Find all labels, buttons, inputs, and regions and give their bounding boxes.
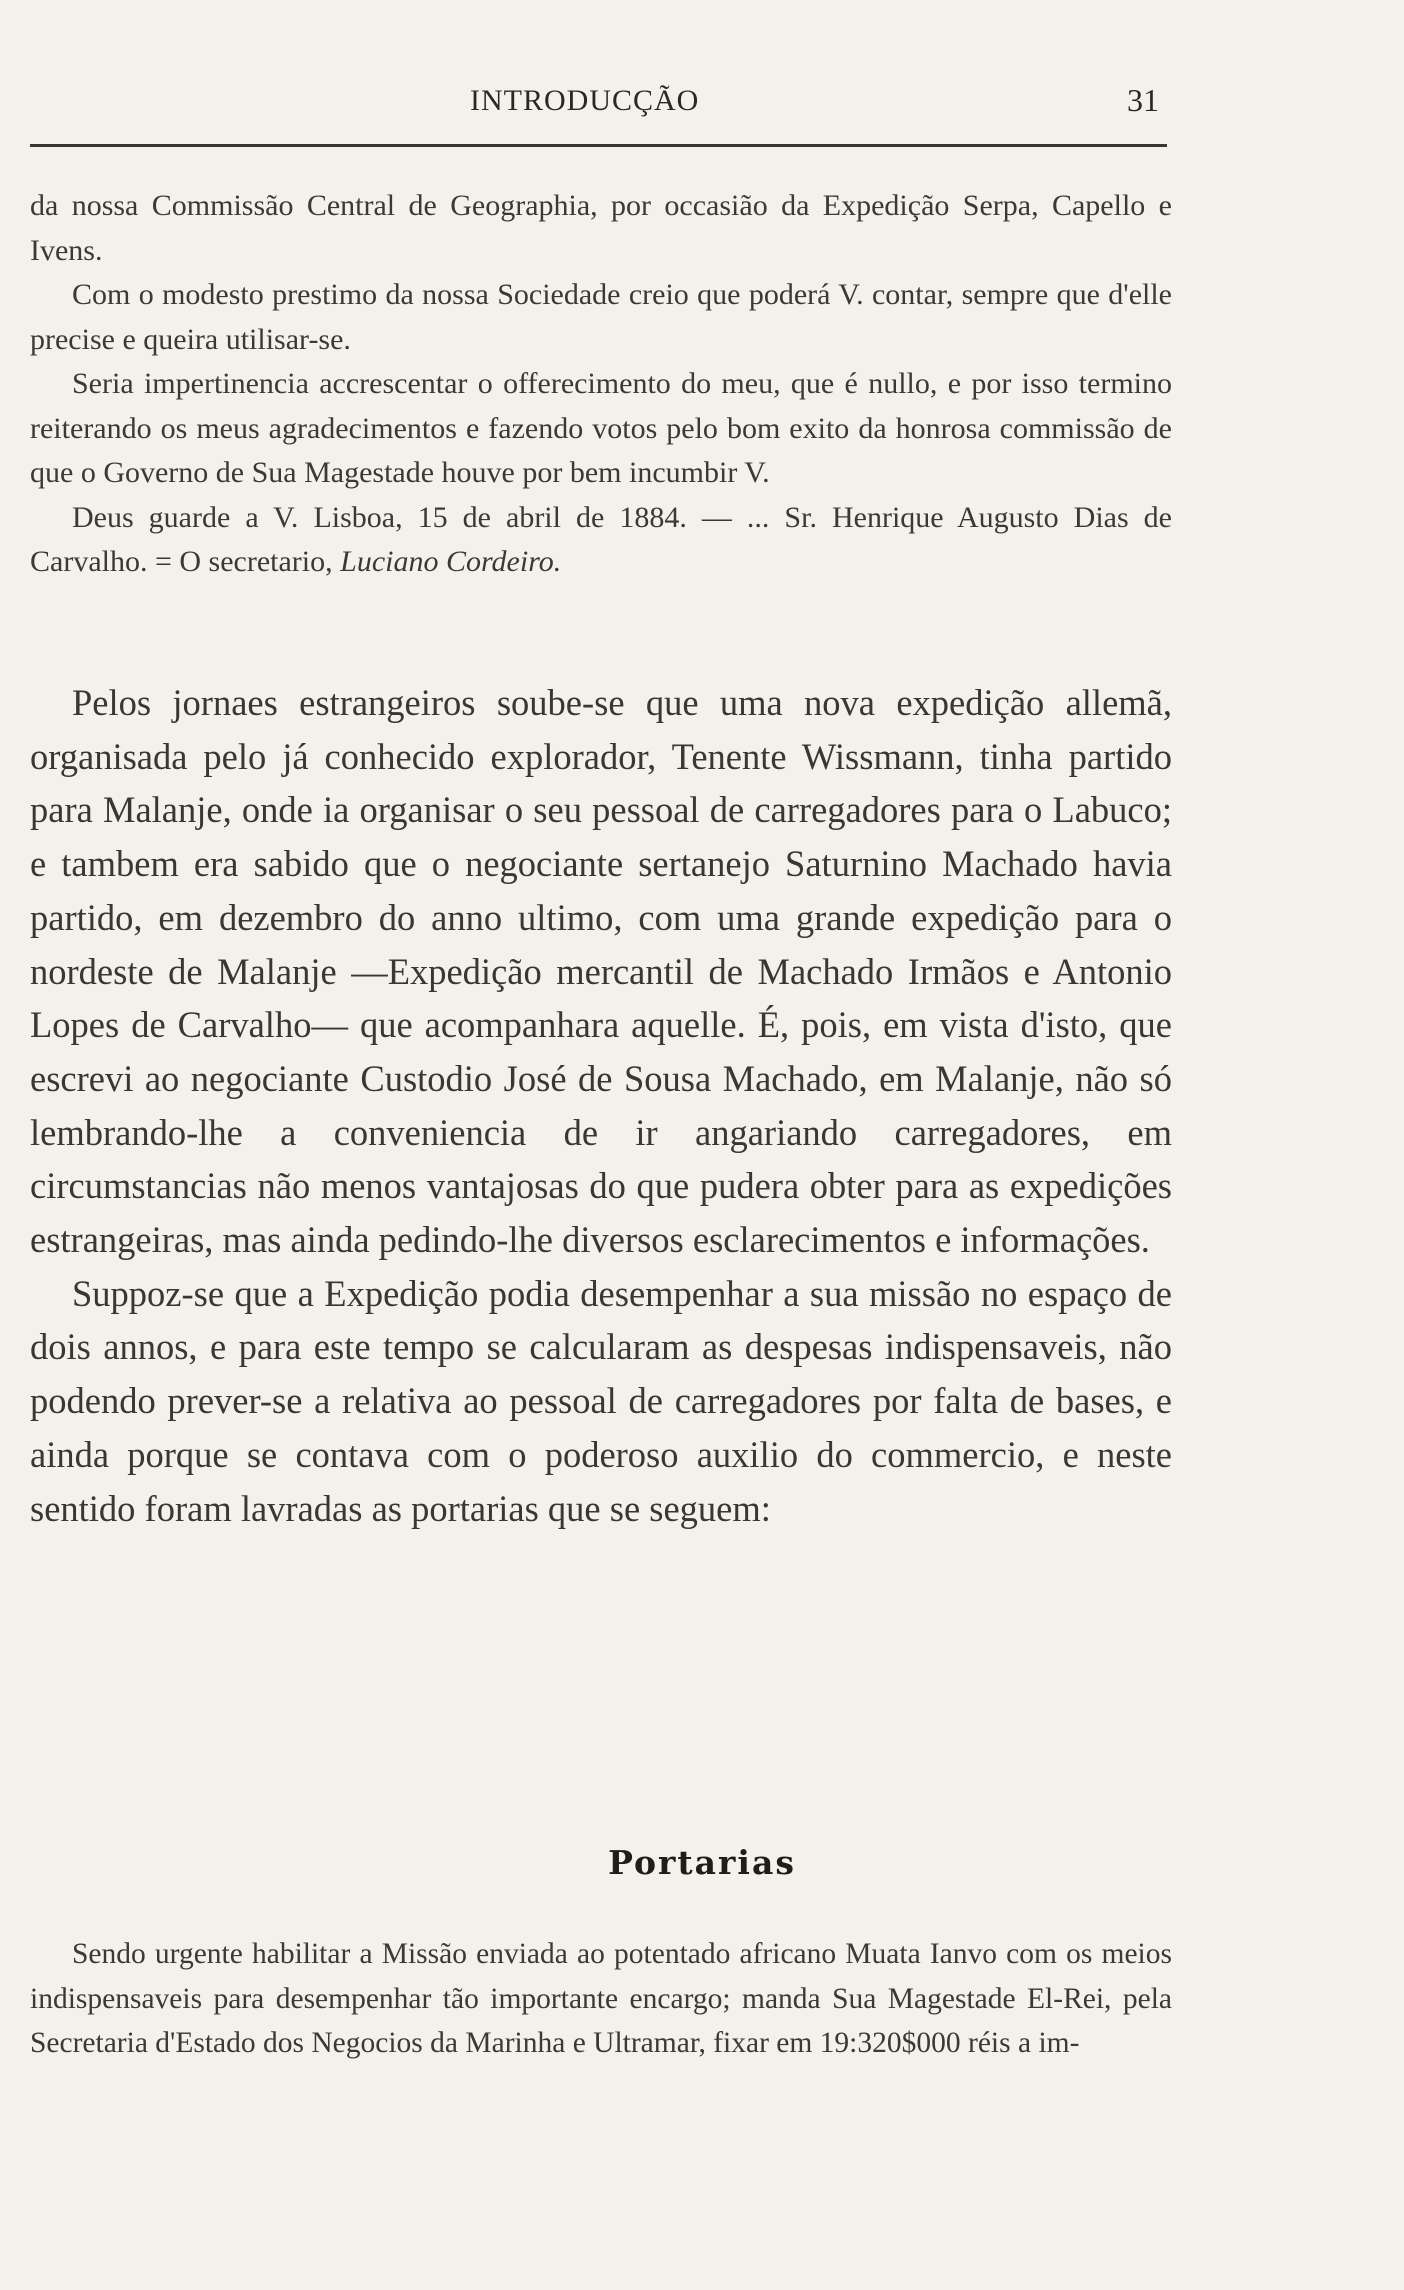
body-paragraph-2: Suppoz-se que a Expedição podia desempenhar a sua missão no espaço de dois annos, e para este tempo se calcularam as despesas indispensaveis, não podendo prever-se a relativa ao pessoal de carregadores por falta de bases, e ainda porque se contava com o poderoso auxilio do commercio, e neste sentido foram lavradas as portarias que se seguem: <box>30 1272 1172 1529</box>
letter-closing <box>30 496 1172 585</box>
header-rule <box>30 144 1167 147</box>
letter-excerpt <box>30 184 1172 585</box>
letter-paragraph-1: da nossa Commissão Central de Geographia, por occasião da Expedição Serpa, Capello e Ivens. <box>30 189 1172 267</box>
portaria-text <box>30 1932 1172 2066</box>
page-number: 31 <box>1127 82 1159 118</box>
body-paragraph-1: Pelos jornaes estrangeiros soube-se que uma nova expedição allemã, organisada pelo já conhecido explorador, Tenente Wissmann, tinha partido para Malanje, onde ia organisar o seu pessoal de carregadores para o Labuco; e tambem era sabido que o negociante sertanejo Saturnino Machado havia partido, em dezembro do anno ultimo, com uma grande expedição para o nordeste de Malanje —Expedição mercantil de Machado Irmãos e Antonio Lopes de Carvalho— que acompanhara aquelle. É, pois, em vista d'isto, que escrevi ao negociante Custodio José de Sousa Machado, em Malanje, não só lembrando-lhe a conveniencia de ir angariando carregadores, em circumstancias não menos vantajosas do que pudera obter para as expedições estrangeiras, mas ainda pedindo-lhe diversos esclarecimentos e informações. <box>30 682 1172 1261</box>
letter-paragraph-2: Com o modesto prestimo da nossa Sociedade creio que poderá V. contar, sempre que d'elle precise e queira utilisar-se. <box>30 278 1172 356</box>
letter-closing-text: Deus guarde a V. Lisboa, 15 de abril de 1884. — ... Sr. Henrique Augusto Dias de Carvalho. = O secretario, <box>30 500 1172 578</box>
main-text <box>30 676 1172 1535</box>
letter-signature: Luciano Cordeiro. <box>340 545 562 578</box>
section-heading: Portarias <box>608 1843 796 1882</box>
running-title: INTRODUCÇÃO <box>470 84 700 117</box>
portaria-paragraph-1: Sendo urgente habilitar a Missão enviada ao potentado africano Muata Ianvo com os meios indispensaveis para desempenhar tão importante encargo; manda Sua Magestade El-Rei, pela Secretaria d'Estado dos Negocios da Marinha e Ultramar, fixar em 19:320$000 réis a im- <box>30 1938 1172 2059</box>
letter-paragraph-3: Seria impertinencia accrescentar o offerecimento do meu, que é nullo, e por isso termino reiterando os meus agradecimentos e fazendo votos pelo bom exito da honrosa commissão de que o Governo de Sua Magestade houve por bem incumbir V. <box>30 367 1172 489</box>
